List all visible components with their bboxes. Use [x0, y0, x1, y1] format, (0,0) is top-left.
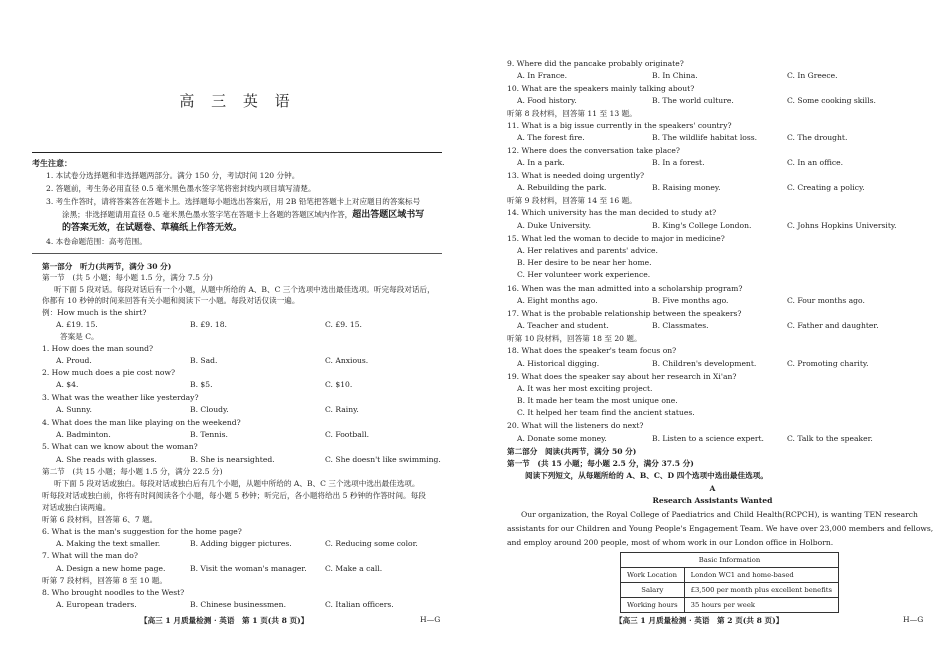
table-header: Basic Information: [621, 553, 839, 568]
q3-option-a: A. Sunny.: [56, 405, 92, 414]
table-cell-value: London WC1 and home-based: [684, 568, 838, 583]
q5-option-b: B. She is nearsighted.: [190, 455, 275, 464]
q4-option-c: C. Football.: [325, 430, 370, 439]
table-cell-value: £3,500 per month plus excellent benefits: [684, 583, 838, 598]
q10-option-b: B. The world culture.: [652, 96, 734, 105]
question-11: 11. What is a big issue currently in the speakers' country?: [507, 121, 732, 130]
q17-option-b: B. Classmates.: [652, 321, 709, 330]
q2-option-b: B. $5.: [190, 380, 213, 389]
q5-option-c: C. She doesn't like swimming.: [325, 455, 441, 464]
q18-option-c: C. Promoting charity.: [787, 359, 869, 368]
example-option-b: B. £9. 18.: [190, 320, 227, 329]
q15-option-a: A. Her relatives and parents' advice.: [517, 246, 658, 255]
question-13: 13. What is needed doing urgently?: [507, 171, 645, 180]
q7-option-c: C. Make a call.: [325, 564, 383, 573]
q17-option-a: A. Teacher and student.: [517, 321, 609, 330]
table-row: [621, 598, 839, 613]
example-option-a: A. £19. 15.: [56, 320, 98, 329]
q2-option-c: C. $10.: [325, 380, 353, 389]
table-cell-value: 35 hours per week: [684, 598, 838, 613]
q12-option-a: A. In a park.: [517, 158, 565, 167]
q16-option-c: C. Four months ago.: [787, 296, 865, 305]
notice-line-1: 1. 本试卷分选择题和非选择题两部分。满分 150 分，考试时间 120 分钟。: [46, 171, 300, 180]
question-7: 7. What will the man do?: [42, 551, 138, 560]
table-cell-label: Working hours: [621, 598, 685, 613]
notice-line-3: 3. 考生作答时，请将答案答在答题卡上。选择题每小题选出答案后，用 2B 铅笔把答题卡上对应题目的答案标号: [46, 197, 421, 206]
q7-option-b: B. Visit the woman's manager.: [190, 564, 307, 573]
example-answer: 答案是 C。: [60, 332, 99, 341]
sec1-heading: 第一节 (共 5 小题；每小题 1.5 分，满分 7.5 分): [42, 273, 213, 282]
q1-option-b: B. Sad.: [190, 356, 218, 365]
footer-code-2: H—G: [903, 615, 924, 624]
q8-option-a: A. European traders.: [56, 600, 137, 609]
sec1-instr-1: 听下面 5 段对话。每段对话后有一个小题，从题中所给的 A、B、C 三个选项中选出最佳选项。听完每段对话后，: [54, 285, 435, 294]
q4-option-b: B. Tennis.: [190, 430, 228, 439]
q14-option-b: B. King's College London.: [652, 221, 752, 230]
sec2-heading: 第二节 (共 15 小题；每小题 1.5 分，满分 22.5 分): [42, 467, 223, 476]
q20-option-a: A. Donate some money.: [517, 434, 607, 443]
reading-sec1-heading: 第一节 (共 15 小题；每小题 2.5 分，满分 37.5 分): [507, 459, 694, 468]
q12-option-b: B. In a forest.: [652, 158, 705, 167]
notice-line-4: [62, 210, 424, 220]
sec2-instr-1: 听下面 5 段对话或独白。每段对话或独白后有几个小题，从题中所给的 A、B、C 三个选项中选出最佳选项。: [54, 479, 420, 488]
question-14: 14. Which university has the man decided to study at?: [507, 208, 717, 217]
table-row: [621, 583, 839, 598]
question-3: 3. What was the weather like yesterday?: [42, 393, 199, 402]
q11-option-c: C. The drought.: [787, 133, 848, 142]
reading-sec1-instr: 阅读下列短文，从每题所给的 A、B、C、D 四个选项中选出最佳选项。: [525, 471, 768, 480]
passage-line-3: and employ around 200 people, most of whom work in our London office in Holborn.: [507, 538, 834, 547]
question-16: 16. When was the man admitted into a scholarship program?: [507, 284, 743, 293]
q14-option-a: A. Duke University.: [517, 221, 592, 230]
question-15: 15. What led the woman to decide to major in medicine?: [507, 234, 725, 243]
sec2-instr-2: 听每段对话或独白前，你将有时间阅读各个小题，每小题 5 秒钟；听完后，各小题将给出 5 秒钟的作答时间。每段: [42, 491, 426, 500]
q1-option-c: C. Anxious.: [325, 356, 369, 365]
question-20: 20. What will the listeners do next?: [507, 421, 644, 430]
q18-option-a: A. Historical digging.: [517, 359, 600, 368]
notice-heading: 考生注意：: [32, 158, 72, 168]
material-14-16: 听第 9 段材料，回答第 14 至 16 题。: [507, 196, 637, 205]
q5-option-a: A. She reads with glasses.: [56, 455, 157, 464]
q20-option-c: C. Talk to the speaker.: [787, 434, 873, 443]
question-10: 10. What are the speakers mainly talking about?: [507, 84, 695, 93]
q11-option-a: A. The forest fire.: [517, 133, 585, 142]
q6-option-b: B. Adding bigger pictures.: [190, 539, 292, 548]
q18-option-b: B. Children's development.: [652, 359, 757, 368]
q12-option-c: C. In an office.: [787, 158, 844, 167]
passage-line-2: assistants for our Children and Young People's Engagement Team. We have over 23,000 members and fellows,: [507, 524, 934, 533]
question-9: 9. Where did the pancake probably originate?: [507, 59, 684, 68]
q2-option-a: A. $4.: [56, 380, 79, 389]
q19-option-a: A. It was her most exciting project.: [517, 384, 653, 393]
footer-page-1: 【高三 1 月质量检测 · 英语 第 1 页(共 8 页)】: [140, 616, 309, 625]
material-18-20: 听第 10 段材料，回答第 18 至 20 题。: [507, 334, 642, 343]
question-4: 4. What does the man like playing on the weekend?: [42, 418, 241, 427]
question-5: 5. What can we know about the woman?: [42, 442, 198, 451]
q3-option-c: C. Rainy.: [325, 405, 359, 414]
q7-option-a: A. Design a new home page.: [56, 564, 166, 573]
q8-option-b: B. Chinese businessmen.: [190, 600, 286, 609]
q15-option-c: C. Her volunteer work experience.: [517, 270, 651, 279]
material-6-7: 听第 6 段材料，回答第 6、7 题。: [42, 515, 158, 524]
question-8: 8. Who brought noodles to the West?: [42, 588, 185, 597]
title-divider: [32, 152, 442, 153]
sec2-instr-3: 对话或独白读两遍。: [42, 503, 111, 512]
q10-option-a: A. Food history.: [517, 96, 577, 105]
material-11-13: 听第 8 段材料，回答第 11 至 13 题。: [507, 109, 637, 118]
part1-heading: 第一部分 听力(共两节，满分 30 分): [42, 262, 172, 271]
q9-option-c: C. In Greece.: [787, 71, 838, 80]
material-8-10: 听第 7 段材料，回答第 8 至 10 题。: [42, 576, 167, 585]
q9-option-b: B. In China.: [652, 71, 698, 80]
example-option-c: C. £9. 15.: [325, 320, 362, 329]
q20-option-b: B. Listen to a science expert.: [652, 434, 764, 443]
example-question: 例：How much is the shirt?: [42, 308, 147, 317]
footer-page-2: 【高三 1 月质量检测 · 英语 第 2 页(共 8 页)】: [615, 616, 784, 625]
q6-option-c: C. Reducing some color.: [325, 539, 418, 548]
q13-option-a: A. Rebuilding the park.: [517, 183, 607, 192]
passage-label: A: [709, 484, 716, 493]
q1-option-a: A. Proud.: [56, 356, 92, 365]
q17-option-c: C. Father and daughter.: [787, 321, 879, 330]
q14-option-c: C. Johns Hopkins University.: [787, 221, 897, 230]
footer-code-1: H—G: [420, 615, 441, 624]
question-1: 1. How does the man sound?: [42, 344, 154, 353]
table-row: [621, 568, 839, 583]
question-18: 18. What does the speaker's team focus on?: [507, 346, 677, 355]
question-19: 19. What does the speaker say about her research in Xi'an?: [507, 372, 737, 381]
q13-option-b: B. Raising money.: [652, 183, 721, 192]
part2-heading: 第二部分 阅读(共两节，满分 50 分): [507, 447, 637, 456]
basic-info-table: [620, 552, 839, 613]
exam-page-right: [475, 0, 950, 672]
notice-line-2: 2. 答题前，考生务必用直径 0.5 毫米黑色墨水签字笔将密封线内项目填写清楚。: [46, 184, 316, 193]
q3-option-b: B. Cloudy.: [190, 405, 229, 414]
q13-option-c: C. Creating a policy.: [787, 183, 865, 192]
q6-option-a: A. Making the text smaller.: [56, 539, 161, 548]
q15-option-b: B. Her desire to be near her home.: [517, 258, 652, 267]
question-12: 12. Where does the conversation take place?: [507, 146, 680, 155]
q10-option-c: C. Some cooking skills.: [787, 96, 876, 105]
passage-line-1: Our organization, the Royal College of Paediatrics and Child Health(RCPCH), is wanting TEN research: [521, 510, 918, 519]
q19-option-c: C. It helped her team find the ancient statues.: [517, 408, 695, 417]
table-cell-label: Work Location: [621, 568, 685, 583]
q16-option-b: B. Five months ago.: [652, 296, 729, 305]
q4-option-a: A. Badminton.: [56, 430, 111, 439]
notice-divider: [32, 253, 442, 254]
notice-line-4-emphasis: 超出答题区域书写: [352, 210, 425, 220]
q11-option-b: B. The wildlife habitat loss.: [652, 133, 758, 142]
exam-title: 高 三 英 语: [179, 92, 296, 110]
q9-option-a: A. In France.: [517, 71, 568, 80]
passage-title: Research Assistants Wanted: [652, 496, 773, 505]
notice-line-5: 的答案无效，在试题卷、草稿纸上作答无效。: [62, 223, 243, 233]
table-cell-label: Salary: [621, 583, 685, 598]
notice-line-6: 4. 本卷命题范围：高考范围。: [46, 237, 147, 246]
sec1-instr-2: 你都有 10 秒钟的时间来回答有关小题和阅读下一小题。每段对话仅读一遍。: [42, 296, 300, 305]
q16-option-a: A. Eight months ago.: [517, 296, 598, 305]
question-2: 2. How much does a pie cost now?: [42, 368, 176, 377]
q19-option-b: B. It made her team the most unique one.: [517, 396, 678, 405]
question-6: 6. What is the man's suggestion for the home page?: [42, 527, 242, 536]
q8-option-c: C. Italian officers.: [325, 600, 394, 609]
notice-line-4-text: 涂黑；非选择题请用直径 0.5 毫米黑色墨水签字笔在答题卡上各题的答题区域内作答，: [62, 210, 353, 219]
question-17: 17. What is the probable relationship between the speakers?: [507, 309, 742, 318]
